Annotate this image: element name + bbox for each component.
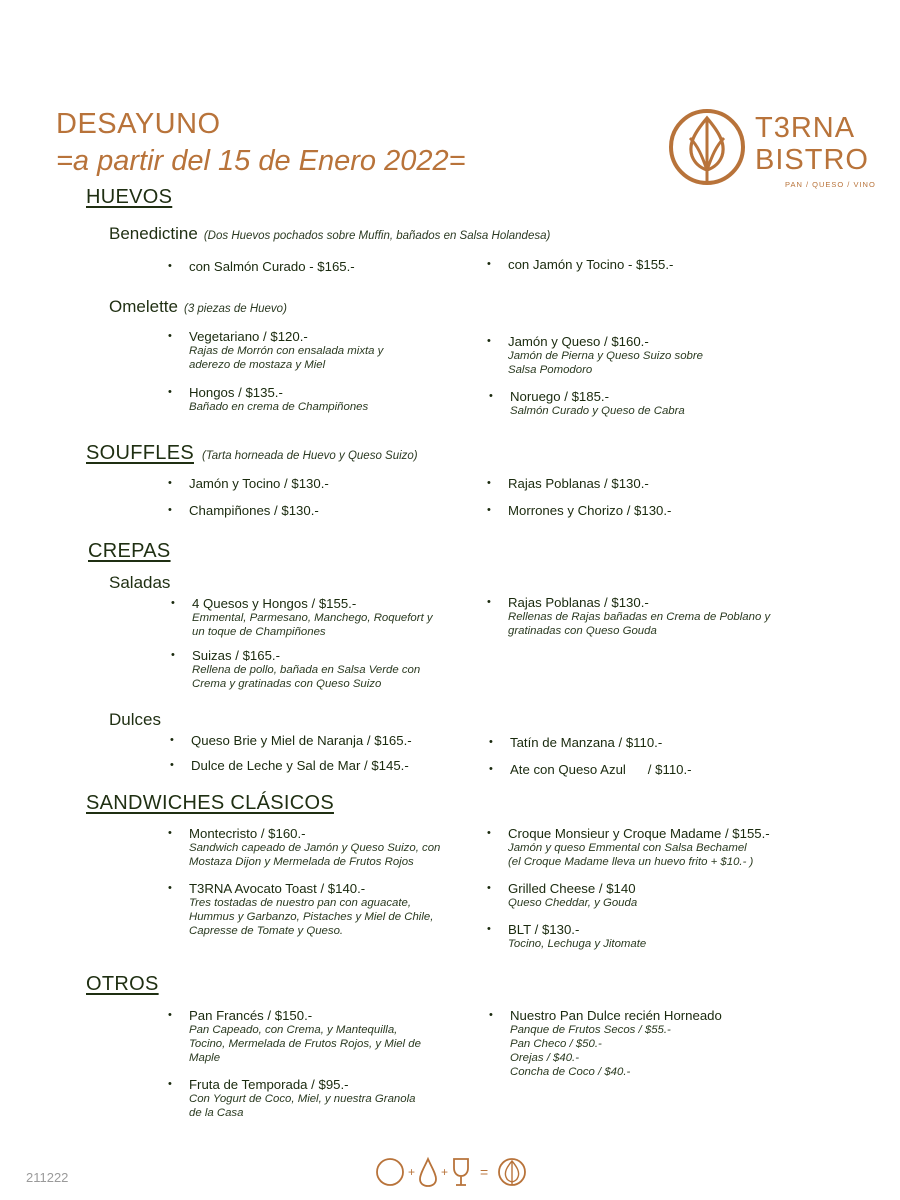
omelette-title: Omelette (109, 297, 178, 316)
brand-tagline: PAN / QUESO / VINO (785, 180, 876, 189)
list-item: • Nuestro Pan Dulce recién Horneado Panque de Frutos Secos / $55.- Pan Checo / $50.- Orejas / $40.- Concha de Coco / $40.- (489, 1008, 722, 1078)
brand-name-line1: T3RNA (755, 112, 856, 144)
bullet-icon: • (487, 504, 491, 516)
dulces-title: Dulces (109, 710, 161, 729)
brand-mark-icon (496, 1156, 528, 1188)
bullet-icon: • (168, 882, 172, 894)
list-item: • Tatín de Manzana / $110.- (489, 735, 663, 750)
bullet-icon: • (487, 477, 491, 489)
saladas-title: Saladas (109, 573, 171, 592)
list-item: • Rajas Poblanas / $130.- (487, 476, 649, 491)
drop-icon (417, 1156, 439, 1188)
list-item: • T3RNA Avocato Toast / $140.- Tres tostadas de nuestro pan con aguacate, Hummus y Garbanzo, Pistaches y Miel de Chile, Capresse de Tomate y Queso. (168, 881, 434, 937)
equals-sign: = (480, 1164, 489, 1180)
section-sandwiches: SANDWICHES CLÁSICOS (86, 792, 334, 814)
list-item: • Croque Monsieur y Croque Madame / $155.- Jamón y queso Emmental con Salsa Bechamel (el Croque Madame lleva un huevo frito + $10.- ) (487, 826, 770, 868)
bullet-icon: • (168, 477, 172, 489)
section-souffles: SOUFFLES (86, 442, 194, 464)
plus-sign: + (408, 1165, 416, 1179)
list-item: • con Salmón Curado - $165.- (168, 259, 355, 274)
list-item: • Grilled Cheese / $140 Queso Cheddar, y Gouda (487, 881, 638, 909)
bullet-icon: • (168, 1009, 172, 1021)
footer-emblem (374, 1156, 528, 1188)
bullet-icon: • (489, 736, 493, 748)
omelette-note: (3 piezas de Huevo) (183, 303, 287, 315)
list-item: • con Jamón y Tocino - $155.- (487, 257, 674, 272)
list-item: • Champiñones / $130.- (168, 503, 319, 518)
bullet-icon: • (487, 923, 491, 935)
bullet-icon: • (168, 827, 172, 839)
list-item: • Hongos / $135.- Bañado en crema de Champiñones (168, 385, 369, 413)
bullet-icon: • (168, 330, 172, 342)
list-item: • BLT / $130.- Tocino, Lechuga y Jitomate (487, 922, 647, 950)
benedictine-header (109, 224, 550, 244)
menu-subtitle: =a partir del 15 de Enero 2022= (56, 145, 466, 177)
bullet-icon: • (487, 882, 491, 894)
souffles-header (86, 442, 418, 465)
list-item: • Ate con Queso Azul / $110.- (489, 762, 692, 777)
section-huevos: HUEVOS (86, 186, 173, 208)
brand-name-line2: BISTRO (755, 144, 869, 176)
list-item: • Fruta de Temporada / $95.- Con Yogurt de Coco, Miel, y nuestra Granola de la Casa (168, 1077, 416, 1119)
bullet-icon: • (489, 763, 493, 775)
brand-logo-icon (668, 108, 746, 186)
list-item: • Suizas / $165.- Rellena de pollo, bañada en Salsa Verde con Crema y gratinadas con Queso Suizo (171, 648, 421, 690)
list-item: • Montecristo / $160.- Sandwich capeado de Jamón y Queso Suizo, con Mostaza Dijon y Mermelada de Frutos Rojos (168, 826, 441, 868)
omelette-header (109, 297, 287, 317)
bullet-icon: • (168, 260, 172, 272)
list-item: • 4 Quesos y Hongos / $155.- Emmental, Parmesano, Manchego, Roquefort y un toque de Champiñones (171, 596, 433, 638)
bullet-icon: • (487, 827, 491, 839)
bullet-icon: • (168, 504, 172, 516)
bullet-icon: • (487, 335, 491, 347)
benedictine-title: Benedictine (109, 224, 198, 243)
list-item: • Vegetariano / $120.- Rajas de Morrón con ensalada mixta y aderezo de mostaza y Miel (168, 329, 384, 371)
bullet-icon: • (487, 258, 491, 270)
plus-sign: + (441, 1165, 449, 1179)
wine-glass-icon (450, 1156, 472, 1188)
bullet-icon: • (170, 759, 174, 771)
list-item: • Noruego / $185.- Salmón Curado y Queso de Cabra (489, 389, 685, 417)
bullet-icon: • (171, 649, 175, 661)
list-item: • Jamón y Tocino / $130.- (168, 476, 329, 491)
bullet-icon: • (489, 1009, 493, 1021)
bullet-icon: • (168, 386, 172, 398)
section-otros: OTROS (86, 973, 159, 995)
list-item: • Pan Francés / $150.- Pan Capeado, con Crema, y Mantequilla, Tocino, Mermelada de Frutos Rojos, y Miel de Maple (168, 1008, 421, 1064)
bullet-icon: • (170, 734, 174, 746)
section-crepas: CREPAS (88, 540, 171, 562)
circle-icon (374, 1156, 406, 1188)
list-item: • Rajas Poblanas / $130.- Rellenas de Rajas bañadas en Crema de Poblano y gratinadas con Queso Gouda (487, 595, 771, 637)
list-item: • Jamón y Queso / $160.- Jamón de Pierna y Queso Suizo sobre Salsa Pomodoro (487, 334, 704, 376)
bullet-icon: • (171, 597, 175, 609)
brand-logo (668, 108, 746, 191)
benedictine-note: (Dos Huevos pochados sobre Muffin, bañados en Salsa Holandesa) (203, 230, 551, 242)
bullet-icon: • (168, 1078, 172, 1090)
souffles-note: (Tarta horneada de Huevo y Queso Suizo) (201, 450, 418, 462)
bullet-icon: • (487, 596, 491, 608)
list-item: • Dulce de Leche y Sal de Mar / $145.- (170, 758, 409, 773)
list-item: • Queso Brie y Miel de Naranja / $165.- (170, 733, 412, 748)
menu-title: DESAYUNO (56, 108, 221, 140)
bullet-icon: • (489, 390, 493, 402)
menu-code: 211222 (26, 1170, 69, 1185)
list-item: • Morrones y Chorizo / $130.- (487, 503, 672, 518)
